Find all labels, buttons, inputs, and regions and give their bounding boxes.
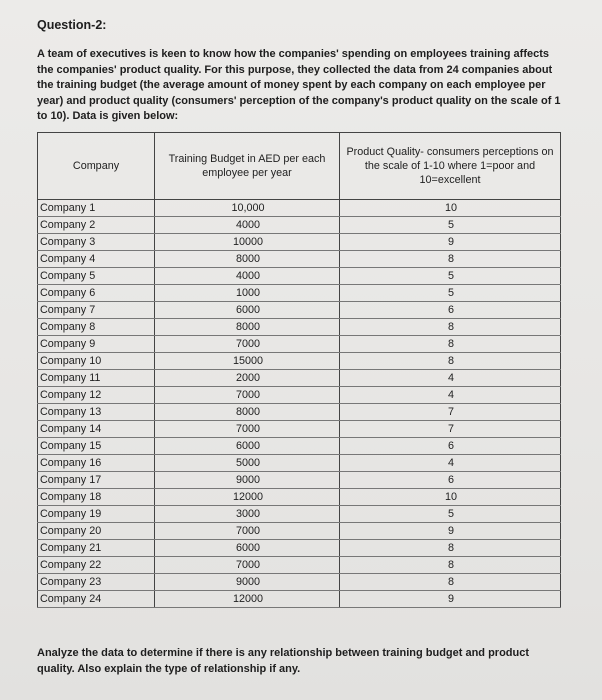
budget-cell: 9000 [155, 472, 340, 489]
company-cell: Company 11 [38, 370, 155, 387]
table-row [38, 506, 561, 523]
company-cell: Company 3 [38, 234, 155, 251]
question-prompt: Analyze the data to determine if there is any relationship between training budget and product quality. Also explain the type of relationship if any. [37, 647, 530, 675]
quality-cell: 10 [340, 489, 561, 506]
budget-cell: 8000 [155, 319, 340, 336]
quality-cell: 9 [340, 523, 561, 540]
budget-cell: 7000 [155, 557, 340, 574]
table-row [38, 268, 561, 285]
budget-cell: 6000 [155, 540, 340, 557]
budget-cell: 12000 [155, 591, 340, 608]
table-row [38, 370, 561, 387]
budget-cell: 9000 [155, 574, 340, 591]
table-row [38, 421, 561, 438]
budget-cell: 8000 [155, 251, 340, 268]
header-company: Company [38, 133, 155, 200]
quality-cell: 5 [340, 285, 561, 302]
company-cell: Company 4 [38, 251, 155, 268]
quality-cell: 9 [340, 234, 561, 251]
quality-cell: 5 [340, 506, 561, 523]
budget-cell: 10000 [155, 234, 340, 251]
table-row [38, 285, 561, 302]
budget-cell: 5000 [155, 455, 340, 472]
company-cell: Company 16 [38, 455, 155, 472]
quality-cell: 6 [340, 472, 561, 489]
company-cell: Company 22 [38, 557, 155, 574]
quality-cell: 4 [340, 370, 561, 387]
quality-cell: 8 [340, 574, 561, 591]
company-cell: Company 21 [38, 540, 155, 557]
company-cell: Company 8 [38, 319, 155, 336]
table-row [38, 472, 561, 489]
company-cell: Company 19 [38, 506, 155, 523]
budget-cell: 7000 [155, 421, 340, 438]
header-quality: Product Quality- consumers perceptions on the scale of 1-10 where 1=poor and 10=excellent [340, 133, 561, 200]
table-row [38, 557, 561, 574]
table-row [38, 574, 561, 591]
budget-cell: 15000 [155, 353, 340, 370]
quality-cell: 6 [340, 438, 561, 455]
table-row [38, 455, 561, 472]
budget-cell: 4000 [155, 217, 340, 234]
table-row [38, 251, 561, 268]
company-cell: Company 2 [38, 217, 155, 234]
quality-cell: 10 [340, 200, 561, 217]
table-row [38, 438, 561, 455]
table-row [38, 336, 561, 353]
company-cell: Company 6 [38, 285, 155, 302]
quality-cell: 7 [340, 404, 561, 421]
company-cell: Company 24 [38, 591, 155, 608]
table-row [38, 200, 561, 217]
company-cell: Company 15 [38, 438, 155, 455]
quality-cell: 9 [340, 591, 561, 608]
table-row [38, 591, 561, 608]
quality-cell: 5 [340, 268, 561, 285]
company-cell: Company 20 [38, 523, 155, 540]
table-row [38, 353, 561, 370]
data-table [37, 132, 561, 608]
quality-cell: 4 [340, 387, 561, 404]
budget-cell: 1000 [155, 285, 340, 302]
company-cell: Company 18 [38, 489, 155, 506]
company-cell: Company 7 [38, 302, 155, 319]
table-row [38, 404, 561, 421]
budget-cell: 4000 [155, 268, 340, 285]
table-row [38, 302, 561, 319]
company-cell: Company 1 [38, 200, 155, 217]
budget-cell: 6000 [155, 302, 340, 319]
table-row [38, 523, 561, 540]
table-row [38, 489, 561, 506]
budget-cell: 7000 [155, 387, 340, 404]
quality-cell: 8 [340, 353, 561, 370]
quality-cell: 8 [340, 319, 561, 336]
company-cell: Company 9 [38, 336, 155, 353]
quality-cell: 8 [340, 557, 561, 574]
budget-cell: 7000 [155, 336, 340, 353]
quality-cell: 5 [340, 217, 561, 234]
question-intro: A team of executives is keen to know how the companies' spending on employees training affects the companies' product quality. For this purpose, they collected the data from 24 companies about the training budget (the average amount of money spent by each company on each employee per year) and product quality (consumers' perception of the company's product quality on the scale of 1 to 10). Data is given below: [37, 48, 561, 122]
budget-cell: 3000 [155, 506, 340, 523]
quality-cell: 8 [340, 336, 561, 353]
budget-cell: 7000 [155, 523, 340, 540]
table-body [38, 200, 561, 608]
table-row [38, 540, 561, 557]
header-budget: Training Budget in AED per each employee per year [155, 133, 340, 200]
company-cell: Company 12 [38, 387, 155, 404]
quality-cell: 8 [340, 251, 561, 268]
budget-cell: 6000 [155, 438, 340, 455]
table-header-row [38, 133, 561, 200]
quality-cell: 4 [340, 455, 561, 472]
quality-cell: 6 [340, 302, 561, 319]
budget-cell: 12000 [155, 489, 340, 506]
company-cell: Company 14 [38, 421, 155, 438]
company-cell: Company 13 [38, 404, 155, 421]
quality-cell: 7 [340, 421, 561, 438]
table-row [38, 387, 561, 404]
table-row [38, 217, 561, 234]
company-cell: Company 5 [38, 268, 155, 285]
company-cell: Company 17 [38, 472, 155, 489]
budget-cell: 8000 [155, 404, 340, 421]
quality-cell: 8 [340, 540, 561, 557]
company-cell: Company 23 [38, 574, 155, 591]
table-row [38, 234, 561, 251]
budget-cell: 2000 [155, 370, 340, 387]
company-cell: Company 10 [38, 353, 155, 370]
question-title: Question-2: [37, 18, 107, 32]
budget-cell: 10,000 [155, 200, 340, 217]
table-row [38, 319, 561, 336]
